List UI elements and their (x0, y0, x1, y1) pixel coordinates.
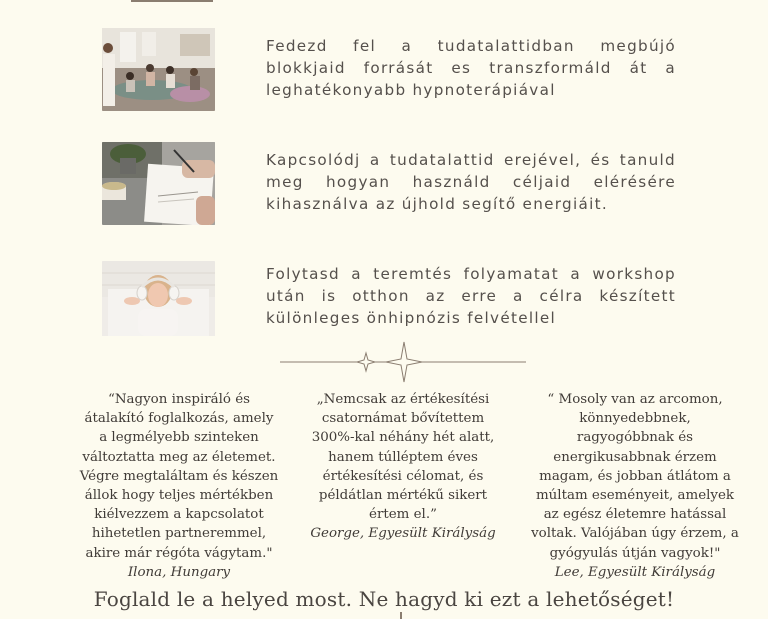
testimonial-1 (79, 390, 279, 582)
testimonial-quote: “ Mosoly van az arcomon, könnyedebbnek, ragyogóbbnak és energikusabbnak érzem magam, és jobban átlátom a múltam eseményeit, amelyek az egész életemre hatással voltak. Valójában úgy érzem, a gyógyulás útján vagyok!" (531, 392, 739, 561)
journaling-candle-photo (102, 142, 215, 225)
testimonial-author: Lee, Egyesült Királyság (554, 564, 716, 580)
feature-text-2: Kapcsolódj a tudatalattid erejével, és tanuld meg hogyan használd céljaid elérésére kihasználva az újhold segítő energiáit. (266, 151, 676, 213)
bottom-marker (400, 612, 402, 619)
cta-heading: Foglald le a helyed most. Ne hagyd ki ezt a lehetőséget! (93, 587, 675, 611)
feature-text-1: Fedezd fel a tudatalattidban megbújó blokkjaid forrását es transzformáld át a leghatékonyabb hypnoterápiával (266, 37, 676, 99)
testimonial-author: Ilona, Hungary (127, 564, 231, 580)
top-image-edge (131, 0, 213, 2)
testimonial-2 (303, 390, 503, 544)
testimonial-quote: „Nemcsak az értékesítési csatornámat bővítettem 300%-kal néhány hét alatt, hanem túlléptem éves értékesítési célomat, és példátlan mértékű sikert értem el.” (311, 392, 495, 523)
testimonial-author: George, Egyesült Királyság (310, 526, 496, 542)
feature-text-3: Folytasd a teremtés folyamatat a workshop után is otthon az erre a célra készített különleges önhipnózis felvétellel (266, 265, 676, 327)
testimonial-quote: “Nagyon inspiráló és átalakító foglalkozás, amely a legmélyebb szinteken változtatta meg az életemet. Végre megtaláltam és készen állok hogy teljes mértékben kiélvezzem a kapcsolatot hihetetlen partneremmel, akire már régóta vágytam." (79, 392, 279, 561)
group-meditation-photo (102, 28, 215, 111)
star-divider (280, 340, 526, 384)
woman-headphones-relaxing-photo (102, 261, 215, 344)
testimonial-3 (530, 390, 740, 582)
